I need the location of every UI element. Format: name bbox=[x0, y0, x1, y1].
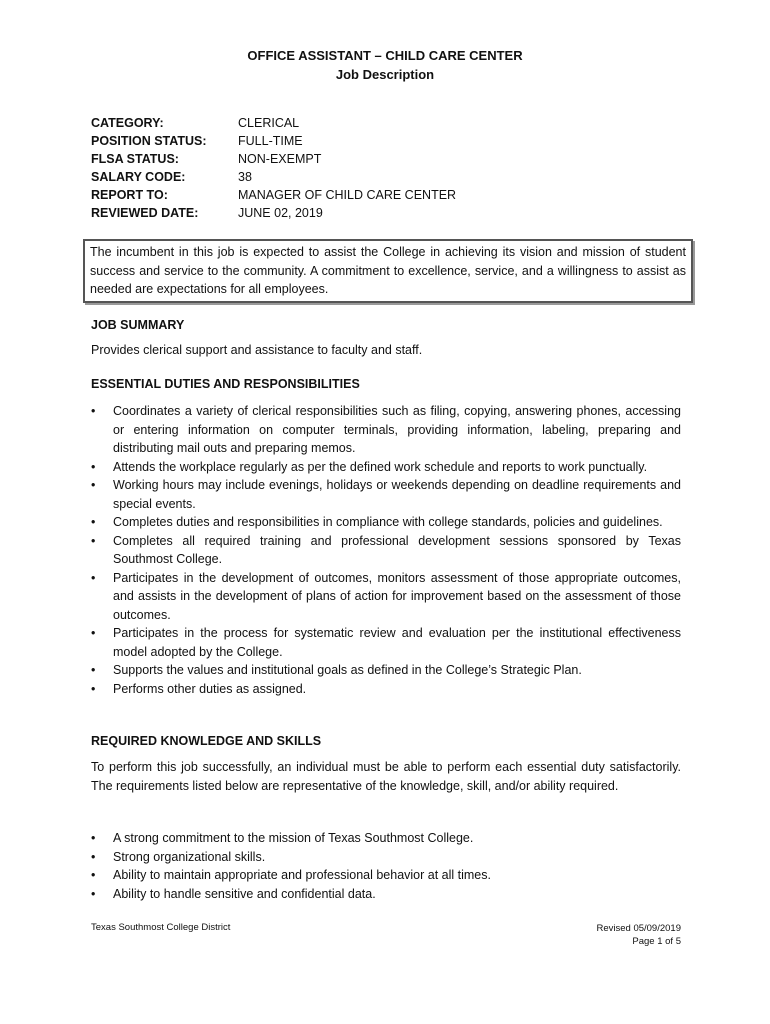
document-title: OFFICE ASSISTANT – CHILD CARE CENTER bbox=[247, 48, 523, 63]
list-item-text: Strong organizational skills. bbox=[113, 849, 266, 864]
list-item-text: Attends the workplace regularly as per the defined work schedule and reports to work punctually. bbox=[113, 459, 648, 474]
meta-value: NON-EXEMPT bbox=[238, 152, 322, 166]
bullet-icon: • bbox=[91, 570, 96, 585]
knowledge-intro: To perform this job successfully, an individual must be able to perform each essential duty satisfactorily. The requirements listed below are representative of the knowledge, skill, and/or ability required. bbox=[91, 760, 681, 793]
knowledge-heading: REQUIRED KNOWLEDGE AND SKILLS bbox=[91, 734, 322, 748]
meta-label: REPORT TO: bbox=[91, 188, 168, 202]
list-item-text: Performs other duties as assigned. bbox=[113, 681, 307, 696]
duties-heading: ESSENTIAL DUTIES AND RESPONSIBILITIES bbox=[91, 377, 360, 391]
list-item-text: Ability to maintain appropriate and professional behavior at all times. bbox=[113, 868, 491, 882]
list-item bbox=[91, 680, 681, 699]
job-summary-text: Provides clerical support and assistance to faculty and staff. bbox=[91, 343, 423, 357]
mission-statement-box: The incumbent in this job is expected to assist the College in achieving its vision and mission of student success and service to the community. A commitment to excellence, service, and a willingness to assist as needed are expectations for all employees. bbox=[83, 239, 693, 303]
list-item bbox=[91, 532, 681, 569]
list-item-text: Participates in the process for systematic review and evaluation per the institutional effectiveness model adopted by the College. bbox=[113, 626, 681, 659]
bullet-icon: • bbox=[91, 868, 96, 882]
bullet-icon: • bbox=[91, 404, 96, 418]
bullet-icon: • bbox=[91, 459, 96, 474]
footer-info bbox=[596, 922, 681, 948]
meta-row-category bbox=[91, 114, 456, 132]
meta-label: CATEGORY: bbox=[91, 116, 164, 130]
list-item-text: Completes duties and responsibilities in compliance with college standards, policies and guidelines. bbox=[113, 515, 663, 529]
meta-value: JUNE 02, 2019 bbox=[238, 206, 323, 220]
meta-label: SALARY CODE: bbox=[91, 170, 186, 184]
bullet-icon: • bbox=[91, 478, 96, 492]
knowledge-list bbox=[91, 829, 681, 903]
meta-value: FULL-TIME bbox=[238, 134, 303, 148]
bullet-icon: • bbox=[91, 663, 96, 677]
footer-revised-date: Revised 05/09/2019 bbox=[596, 923, 681, 934]
list-item-text: Coordinates a variety of clerical responsibilities such as filing, copying, answering phones, accessing or entering information on computer terminals, providing information, labeling, preparing and distributing mail outs and preparing memos. bbox=[113, 404, 681, 455]
bullet-icon: • bbox=[91, 831, 96, 845]
meta-label: FLSA STATUS: bbox=[91, 152, 179, 166]
meta-value: 38 bbox=[238, 170, 252, 184]
bullet-icon: • bbox=[91, 681, 96, 696]
list-item bbox=[91, 513, 681, 532]
list-item-text: Ability to handle sensitive and confidential data. bbox=[113, 886, 376, 901]
list-item-text: Completes all required training and professional development sessions sponsored by Texas Southmost College. bbox=[113, 533, 681, 566]
meta-row-flsa-status bbox=[91, 150, 456, 168]
meta-label: REVIEWED DATE: bbox=[91, 206, 199, 220]
job-metadata bbox=[91, 114, 456, 222]
list-item bbox=[91, 866, 681, 885]
list-item-text: Participates in the development of outcomes, monitors assessment of those appropriate outcomes, and assists in the development of plans of action for improvement based on the assessment of those outcomes. bbox=[113, 570, 681, 622]
list-item-text: A strong commitment to the mission of Texas Southmost College. bbox=[113, 831, 474, 845]
bullet-icon: • bbox=[91, 533, 96, 548]
list-item-text: Supports the values and institutional goals as defined in the College’s Strategic Plan. bbox=[113, 663, 582, 677]
meta-row-position-status bbox=[91, 132, 456, 150]
bullet-icon: • bbox=[91, 515, 96, 529]
meta-value: MANAGER OF CHILD CARE CENTER bbox=[238, 188, 457, 202]
list-item bbox=[91, 829, 681, 848]
meta-row-report-to bbox=[91, 186, 456, 204]
list-item bbox=[91, 402, 681, 458]
meta-row-salary-code bbox=[91, 168, 456, 186]
list-item bbox=[91, 885, 681, 904]
job-summary-heading: JOB SUMMARY bbox=[91, 318, 185, 332]
footer-organization: Texas Southmost College District bbox=[91, 922, 231, 933]
meta-row-reviewed-date bbox=[91, 204, 456, 222]
list-item bbox=[91, 476, 681, 513]
list-item-text: Working hours may include evenings, holidays or weekends depending on deadline requirements and special events. bbox=[113, 478, 681, 511]
list-item bbox=[91, 848, 681, 867]
document-subtitle: Job Description bbox=[335, 67, 435, 82]
footer-page-number: Page 1 of 5 bbox=[632, 936, 681, 947]
bullet-icon: • bbox=[91, 849, 96, 864]
bullet-icon: • bbox=[91, 886, 96, 901]
meta-value: CLERICAL bbox=[238, 116, 300, 130]
list-item bbox=[91, 661, 681, 680]
list-item bbox=[91, 569, 681, 625]
list-item bbox=[91, 458, 681, 477]
list-item bbox=[91, 624, 681, 661]
duties-list bbox=[91, 402, 681, 698]
meta-label: POSITION STATUS: bbox=[91, 134, 207, 148]
bullet-icon: • bbox=[91, 626, 96, 640]
